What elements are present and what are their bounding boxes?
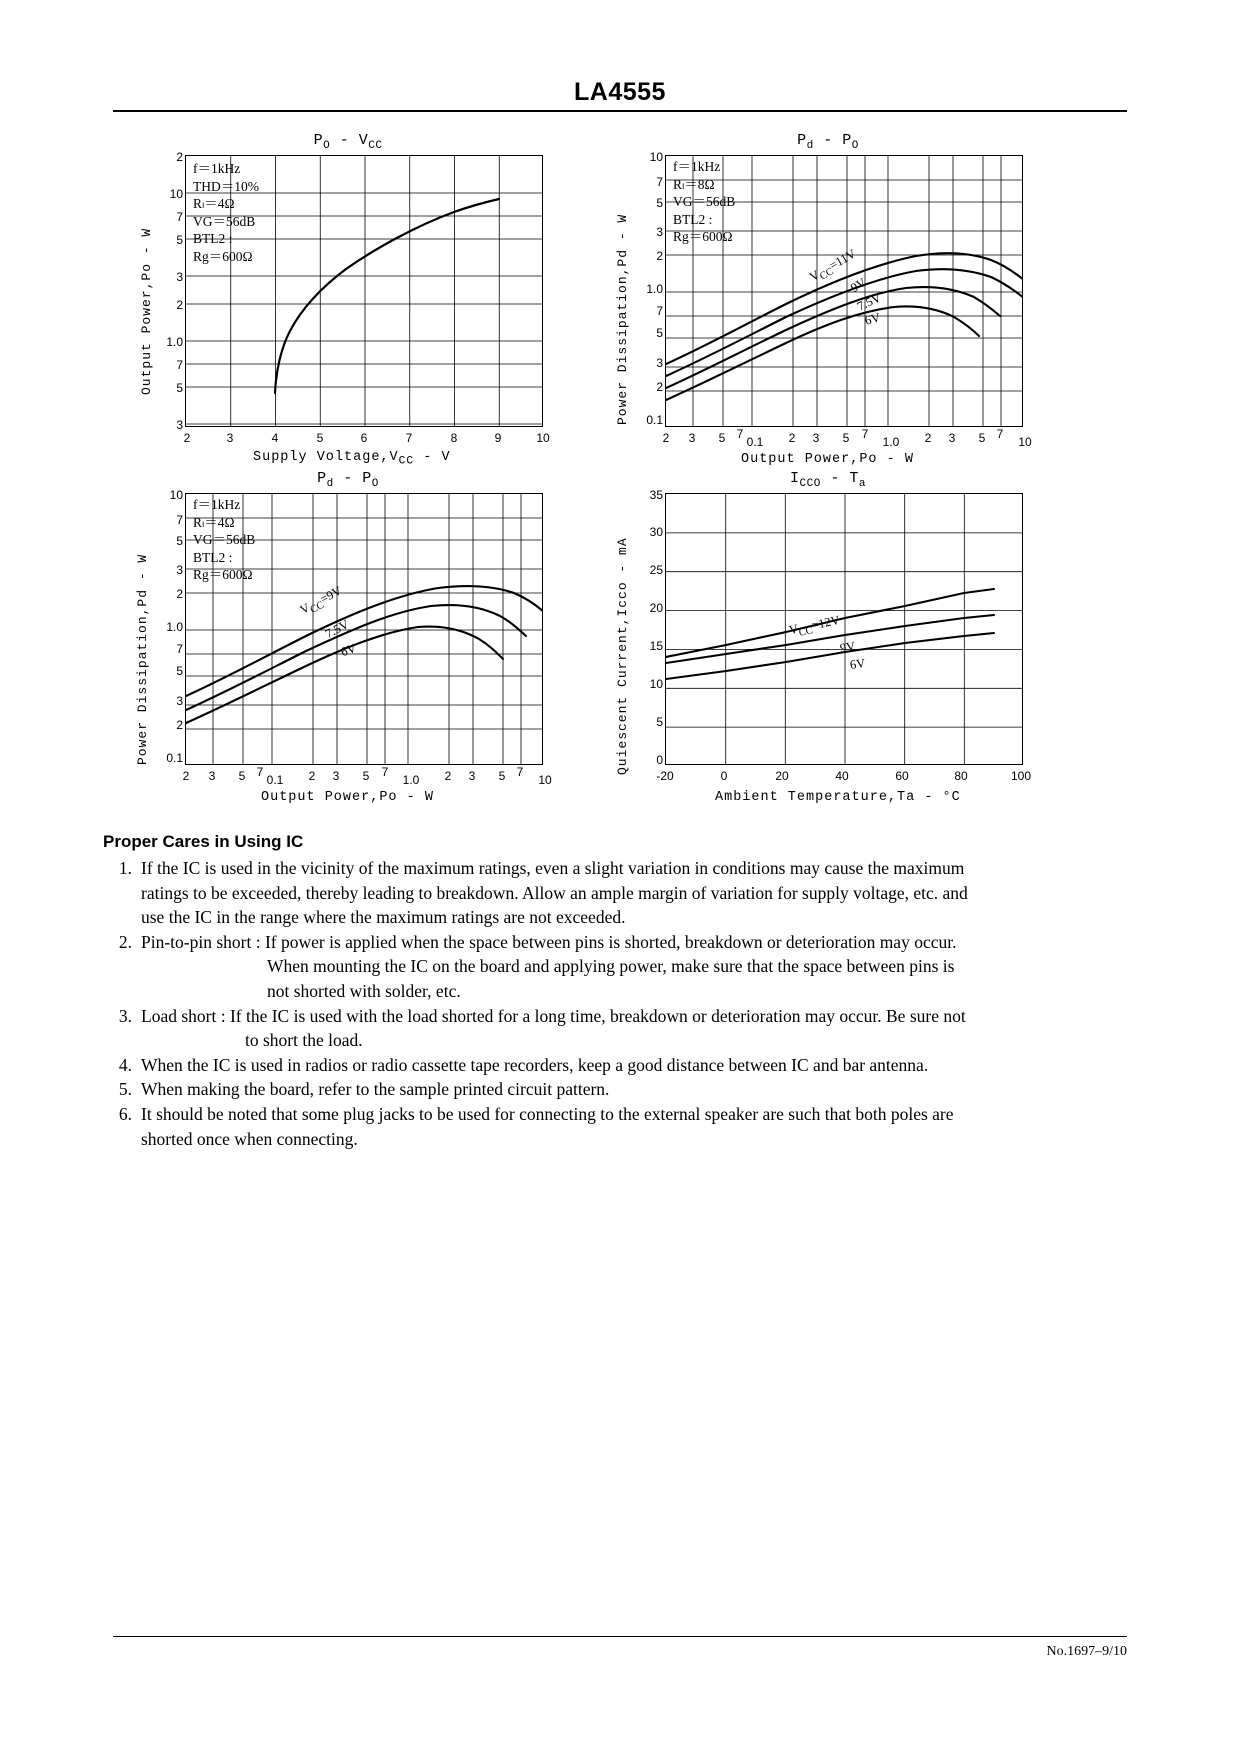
charts-area [113,130,1127,810]
chart2-ytick: 5 [656,196,663,210]
title-main: P [313,132,324,149]
chart1-ytick: 7 [176,210,183,224]
list-item-body: If the IC is used in the vicinity of the maximum ratings, even a slight variation in conditions may cause the maximum ratings to be exceeded, thereby leading to breakdown. Allow an ample margin of variation for supply voltage, etc. and use the IC in the range where the maximum ratings are not exceeded. [141,858,968,928]
chart3-xtick: 7 [256,765,264,779]
chart2-ytick: 3 [656,356,663,370]
title-sub: O [323,140,331,152]
chart3-y-axis-label: Power Dissipation,Pd - W [135,553,150,765]
chart3-ytick: 10 [169,488,183,502]
chart-title-po-vcc [113,132,583,152]
chart2-xtick: 5 [718,431,726,445]
chart2-annotation-vcc11: $V_{CC}=11V$ [807,246,859,285]
chart2-xtick: 3 [948,431,956,445]
chart-pd-po-4ohm [113,470,583,810]
chart1-ytick: 3 [176,270,183,284]
chart4-ytick: 10 [649,677,663,691]
list-item-number: 5. [118,1079,132,1100]
notes-list [103,856,1127,1151]
list-item [103,1053,1127,1078]
chart2-xtick: 3 [688,431,696,445]
chart3-xtick: 10 [538,773,552,787]
chart3-ytick: 2 [176,718,183,732]
list-item-number: 2. [118,931,132,952]
chart4-xtick: 40 [835,769,849,783]
chart3-annotation-vcc75: 7.5V [322,617,352,642]
chart2-xtick: 7 [861,427,869,441]
chart-title-pd-po-8: $P_d - P_O$ [797,132,859,152]
list-item [103,930,1127,1004]
chart2-conditions: f＝1kHz Rₗ＝8Ω VG＝56dB BTL2 : Rg＝600Ω [673,159,736,244]
chart4-ytick: 25 [649,563,663,577]
list-item-body: Load short : If the IC is used with the load shorted for a long time, breakdown or deterioration may occur. Be sure not to short the load. [141,1005,966,1051]
chart3-xtick: 2 [444,769,452,783]
chart2-xtick: 7 [996,427,1004,441]
chart4-xtick: 60 [895,769,909,783]
list-item [103,1077,1127,1102]
chart1-ytick: 10 [169,187,183,201]
chart1-xtick: 8 [450,431,458,445]
chart3-xtick: 5 [238,769,246,783]
chart1-ytick: 2 [176,150,183,164]
chart1-xtick: 7 [405,431,413,445]
chart3-ytick: 3 [176,563,183,577]
chart1-ytick: 1.0 [166,335,183,349]
chart3-xtick: 5 [498,769,506,783]
chart4-xtick: 0 [720,769,728,783]
chart3-ytick: 5 [176,534,183,548]
chart1-x-axis-label: Supply $Voltage,V_{CC}$ - V [253,450,451,468]
chart1-ytick: 7 [176,358,183,372]
chart2-ytick: 5 [656,326,663,340]
chart2-xtick: 2 [662,431,670,445]
chart4-ytick: 0 [656,753,663,767]
chart3-ytick: 1.0 [166,620,183,634]
list-item-body: When the IC is used in radios or radio cassette tape recorders, keep a good distance between IC and bar antenna. [141,1054,929,1075]
chart3-ytick: 7 [176,513,183,527]
chart3-ytick: 7 [176,642,183,656]
chart4-xtick: -20 [656,769,674,783]
chart1-ytick: 2 [176,298,183,312]
chart3-ytick: 0.1 [166,751,183,765]
chart1-xtick: 10 [536,431,550,445]
chart2-ytick: 2 [656,249,663,263]
chart3-xtick: 3 [468,769,476,783]
chart3-xtick: 0.1 [266,773,284,787]
chart2-xtick: 2 [924,431,932,445]
chart4-ytick: 35 [649,488,663,502]
chart2-ytick: 3 [656,225,663,239]
chart-title-icco-ta: $I_{CCO} - T_a$ [790,470,866,490]
chart4-plot [665,493,1023,765]
chart-icco-ta [593,470,1063,810]
chart4-annotation-vcc9: 9V [838,638,857,656]
chart4-x-axis-label: Ambient Temperature,Ta - °C [715,790,961,805]
chart2-xtick: 7 [736,427,744,441]
chart2-ytick: 7 [656,175,663,189]
list-item-number: 3. [118,1005,132,1026]
chart2-xtick: 0.1 [746,435,764,449]
list-item-number: 6. [118,1103,132,1124]
chart2-ytick: 10 [649,150,663,164]
chart3-annotation-vcc6: 6V [339,641,358,660]
chart2-y-axis-label: Power Dissipation,Pd - W [615,213,630,425]
chart-title-pd-po-4: $P_d - P_O$ [317,470,379,490]
chart4-ytick: 15 [649,639,663,653]
footer-divider [113,1636,1127,1637]
chart3-xtick: 3 [332,769,340,783]
page-footer: No.1697–9/10 [1046,1644,1127,1659]
chart2-xtick: 5 [978,431,986,445]
chart4-ytick: 5 [656,715,663,729]
chart1-xtick: 6 [360,431,368,445]
chart2-annotation-vcc75: 7.5V [854,290,884,314]
list-item-body: When making the board, refer to the sample printed circuit pattern. [141,1079,610,1100]
chart2-xtick: 10 [1018,435,1032,449]
chart4-annotation-vcc6: 6V [849,656,867,673]
chart3-annotation-vcc9: $V_{CC}=9V$ [297,583,345,618]
chart4-annotation-vcc12: $V_{CC}=12V$ [787,612,842,639]
list-item-body: Pin-to-pin short : If power is applied when the space between pins is shorted, breakdown or deterioration may occur. When mounting the IC on the board and applying power, make sure that the space between pins is not shorted with solder, etc. [141,931,957,1001]
chart4-y-axis-label: Quiescent Current,Icco - mA [615,537,630,775]
header-divider [113,110,1127,112]
chart1-xtick: 3 [226,431,234,445]
chart1-xtick: 4 [271,431,279,445]
chart3-x-axis-label: Output Power,Po - W [261,790,434,805]
chart-po-vcc [113,130,583,470]
chart2-x-axis-label: Output Power,Po - W [741,452,914,467]
chart1-xtick: 2 [183,431,191,445]
list-item [103,1102,1127,1151]
chart3-xtick: 5 [362,769,370,783]
chart3-xtick: 2 [182,769,190,783]
page-title: LA4555 [574,78,666,106]
chart2-ytick: 0.1 [646,413,663,427]
list-item-number: 4. [118,1054,132,1075]
list-item-number: 1. [118,858,132,878]
chart2-ytick: 1.0 [646,282,663,296]
chart3-conditions: f＝1kHz Rₗ＝4Ω VG＝56dB BTL2 : Rg＝600Ω [193,497,256,582]
chart4-ytick: 30 [649,525,663,539]
chart3-xtick: 2 [308,769,316,783]
chart2-xtick: 1.0 [882,435,900,449]
chart1-conditions: f＝1kHz THD＝10% Rₗ＝4Ω VG＝56dB BTL2 : Rg＝600Ω [193,161,259,264]
list-item [103,856,1127,930]
chart1-ytick: 5 [176,233,183,247]
section-heading: Proper Cares in Using IC [103,832,304,851]
title-mid: - V [330,132,369,149]
chart2-xtick: 2 [788,431,796,445]
chart4-xtick: 20 [775,769,789,783]
chart2-xtick: 3 [812,431,820,445]
chart3-xtick: 3 [208,769,216,783]
chart4-ytick: 20 [649,601,663,615]
chart2-annotation-vcc9: 9V [848,275,869,295]
title-sub2: CC [368,140,383,152]
chart1-xtick: 9 [494,431,502,445]
chart3-xtick: 7 [516,765,524,779]
chart2-ytick: 2 [656,380,663,394]
chart2-annotation-vcc6: 6V [863,310,882,328]
chart3-xtick: 1.0 [402,773,420,787]
chart1-y-axis-label: Output Power,Po - W [139,227,154,395]
chart2-ytick: 7 [656,304,663,318]
list-item [103,1004,1127,1053]
chart-pd-po-8ohm [593,130,1063,470]
chart2-xtick: 5 [842,431,850,445]
chart1-ytick: 3 [176,418,183,432]
chart4-xtick: 100 [1010,769,1032,783]
list-item-body: It should be noted that some plug jacks to be used for connecting to the external speaker are such that both poles are shorted once when connecting. [141,1103,954,1149]
chart3-ytick: 5 [176,664,183,678]
chart3-ytick: 2 [176,587,183,601]
chart1-xtick: 5 [316,431,324,445]
chart3-ytick: 3 [176,694,183,708]
chart1-ytick: 5 [176,381,183,395]
chart4-xtick: 80 [954,769,968,783]
chart3-xtick: 7 [381,765,389,779]
